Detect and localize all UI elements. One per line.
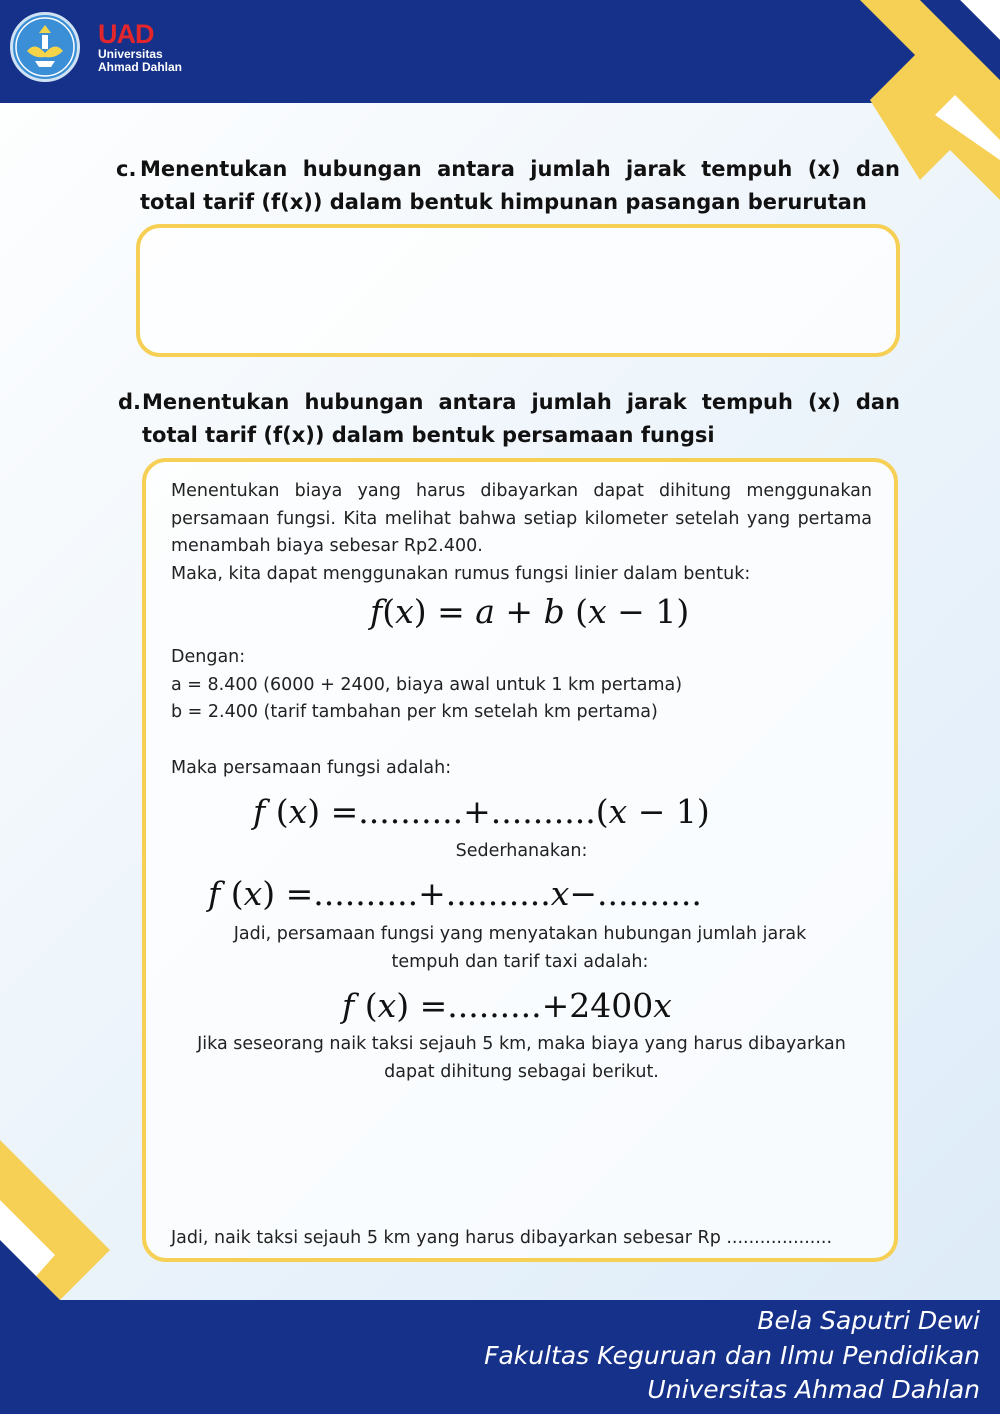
section-c-heading — [116, 153, 900, 219]
uad-logo-sub2: Ahmad Dahlan — [98, 60, 183, 74]
blank-coefficient-input[interactable]: .......... — [445, 874, 551, 913]
footer-university: Universitas Ahmad Dahlan — [647, 1375, 980, 1404]
formula-blank-3: f (x) =.........+2400x — [342, 986, 672, 1025]
formula-blank-1: f (x) =..........+..........(x − 1) — [253, 792, 710, 831]
footer-faculty: Fakultas Keguruan dan Ilmu Pendidikan — [484, 1341, 980, 1370]
jadi-persamaan-text: Jadi, persamaan fungsi yang menyatakan hubungan jumlah jarak tempuh dan tarif taxi adalah: — [233, 924, 807, 972]
header-bar — [0, 0, 1000, 103]
calculation-answer-area[interactable] — [171, 1095, 872, 1215]
section-c-answer-box[interactable] — [136, 224, 900, 357]
formula-blank-2: f (x) =..........+..........x−.......... — [208, 874, 702, 913]
blank-a-input[interactable]: .......... — [358, 792, 464, 831]
blank-constant-input[interactable]: .......... — [313, 874, 419, 913]
blank-subtract-input[interactable]: .......... — [596, 874, 702, 913]
blank-b-input[interactable]: .......... — [490, 792, 596, 831]
section-c-letter: c. — [116, 157, 137, 181]
dengan-label: Dengan: — [171, 647, 246, 667]
uad-logo-sub1: Universitas — [98, 47, 163, 61]
footer-author: Bela Saputri Dewi — [757, 1306, 980, 1335]
a-definition: a = 8.400 (6000 + 2400, biaya awal untuk 1 km pertama) — [171, 675, 683, 695]
footer-bar — [0, 1300, 1000, 1414]
section-d-heading-text: Menentukan hubungan antara jumlah jarak tempuh (x) dan total tarif (f(x)) dalam bentuk persamaan fungsi — [142, 390, 900, 447]
maka-persamaan-text: Maka persamaan fungsi adalah: — [171, 758, 452, 778]
b-definition: b = 2.400 (tarif tambahan per km setelah km pertama) — [171, 702, 658, 722]
tut-wuri-handayani-logo-icon — [10, 12, 80, 82]
section-c-heading-text: Menentukan hubungan antara jumlah jarak tempuh (x) dan total tarif (f(x)) dalam bentuk himpunan pasangan berurutan — [140, 157, 900, 214]
jika-paragraph: Jika seseorang naik taksi sejauh 5 km, maka biaya yang harus dibayarkan dapat dihitung sebagai berikut. — [197, 1034, 846, 1082]
uad-logo — [98, 20, 182, 74]
uad-logo-title: UAD — [98, 19, 154, 49]
formula-general: f(x) = a + b (x − 1) — [370, 592, 690, 631]
maka-rumus-text: Maka, kita dapat menggunakan rumus fungsi linier dalam bentuk: — [171, 564, 751, 584]
section-d-letter: d. — [118, 390, 142, 414]
blank-final-constant-input[interactable]: ......... — [447, 986, 542, 1025]
jadi-final-text: Jadi, naik taksi sejauh 5 km yang harus dibayarkan sebesar Rp ................... — [171, 1228, 833, 1248]
intro-paragraph: Menentukan biaya yang harus dibayarkan dapat dihitung menggunakan persamaan fungsi. Kita melihat bahwa setiap kilometer setelah yang pertama menambah biaya sebesar Rp2.400. — [171, 481, 872, 556]
decorative-corner-bottom-left — [0, 1140, 130, 1300]
section-d-heading — [118, 386, 900, 452]
sederhanakan-label: Sederhanakan: — [455, 841, 588, 861]
